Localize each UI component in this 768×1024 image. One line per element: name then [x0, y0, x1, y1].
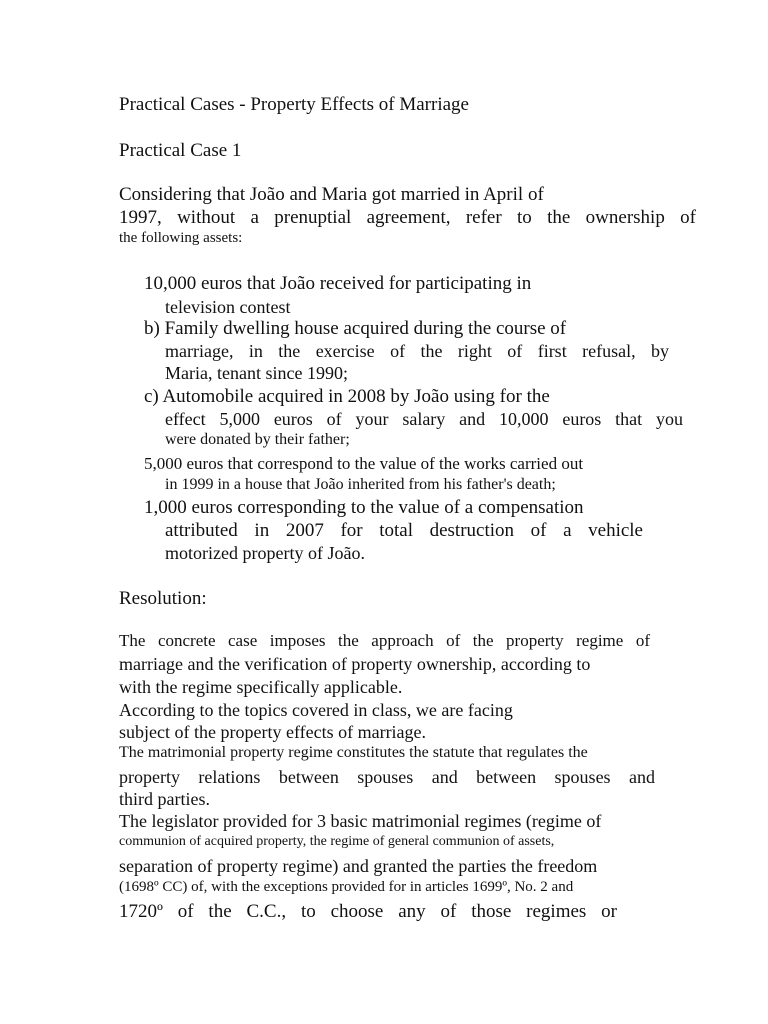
intro-line: the following assets: — [119, 230, 243, 246]
list-item-continuation: attributed in 2007 for total destruction of a vehicle — [165, 520, 643, 541]
list-item: 1,000 euros corresponding to the value of a compensation — [144, 497, 584, 518]
resolution-line: The legislator provided for 3 basic matrimonial regimes (regime of — [119, 811, 602, 831]
list-item-continuation: effect 5,000 euros of your salary and 10,000 euros that you — [165, 409, 683, 429]
list-item-continuation: in 1999 in a house that João inherited from his father's death; — [165, 476, 556, 493]
case-heading: Practical Case 1 — [119, 140, 242, 161]
document-title: Practical Cases - Property Effects of Marriage — [119, 94, 469, 115]
intro-line: 1997, without a prenuptial agreement, refer to the ownership of — [119, 207, 696, 228]
resolution-line: 1720º of the C.C., to choose any of those regimes or — [119, 901, 617, 922]
resolution-line: with the regime specifically applicable. — [119, 677, 403, 697]
resolution-line: separation of property regime) and granted the parties the freedom — [119, 856, 598, 876]
list-item-continuation: marriage, in the exercise of the right of first refusal, by — [165, 341, 669, 361]
resolution-line: property relations between spouses and between spouses and — [119, 767, 655, 787]
intro-line: Considering that João and Maria got married in April of — [119, 184, 544, 205]
resolution-line: communion of acquired property, the regime of general communion of assets, — [119, 834, 555, 849]
resolution-heading: Resolution: — [119, 588, 207, 609]
list-item-continuation: motorized property of João. — [165, 543, 365, 563]
resolution-line: marriage and the verification of property ownership, according to — [119, 654, 591, 674]
list-item: b) Family dwelling house acquired during the course of — [144, 318, 567, 339]
list-item: c) Automobile acquired in 2008 by João using for the — [144, 386, 550, 407]
list-item-continuation: Maria, tenant since 1990; — [165, 363, 348, 383]
list-item-continuation: were donated by their father; — [165, 431, 350, 448]
resolution-line: The matrimonial property regime constitutes the statute that regulates the — [119, 744, 588, 761]
resolution-line: The concrete case imposes the approach of the property regime of — [119, 631, 650, 650]
list-item: 5,000 euros that correspond to the value of the works carried out — [144, 454, 584, 473]
resolution-line: third parties. — [119, 789, 210, 809]
resolution-line: (1698º CC) of, with the exceptions provided for in articles 1699º, No. 2 and — [119, 879, 574, 895]
list-item: 10,000 euros that João received for participating in — [144, 273, 532, 294]
resolution-line: subject of the property effects of marriage. — [119, 722, 427, 742]
resolution-line: According to the topics covered in class, we are facing — [119, 700, 513, 720]
list-item-continuation: television contest — [165, 297, 291, 317]
